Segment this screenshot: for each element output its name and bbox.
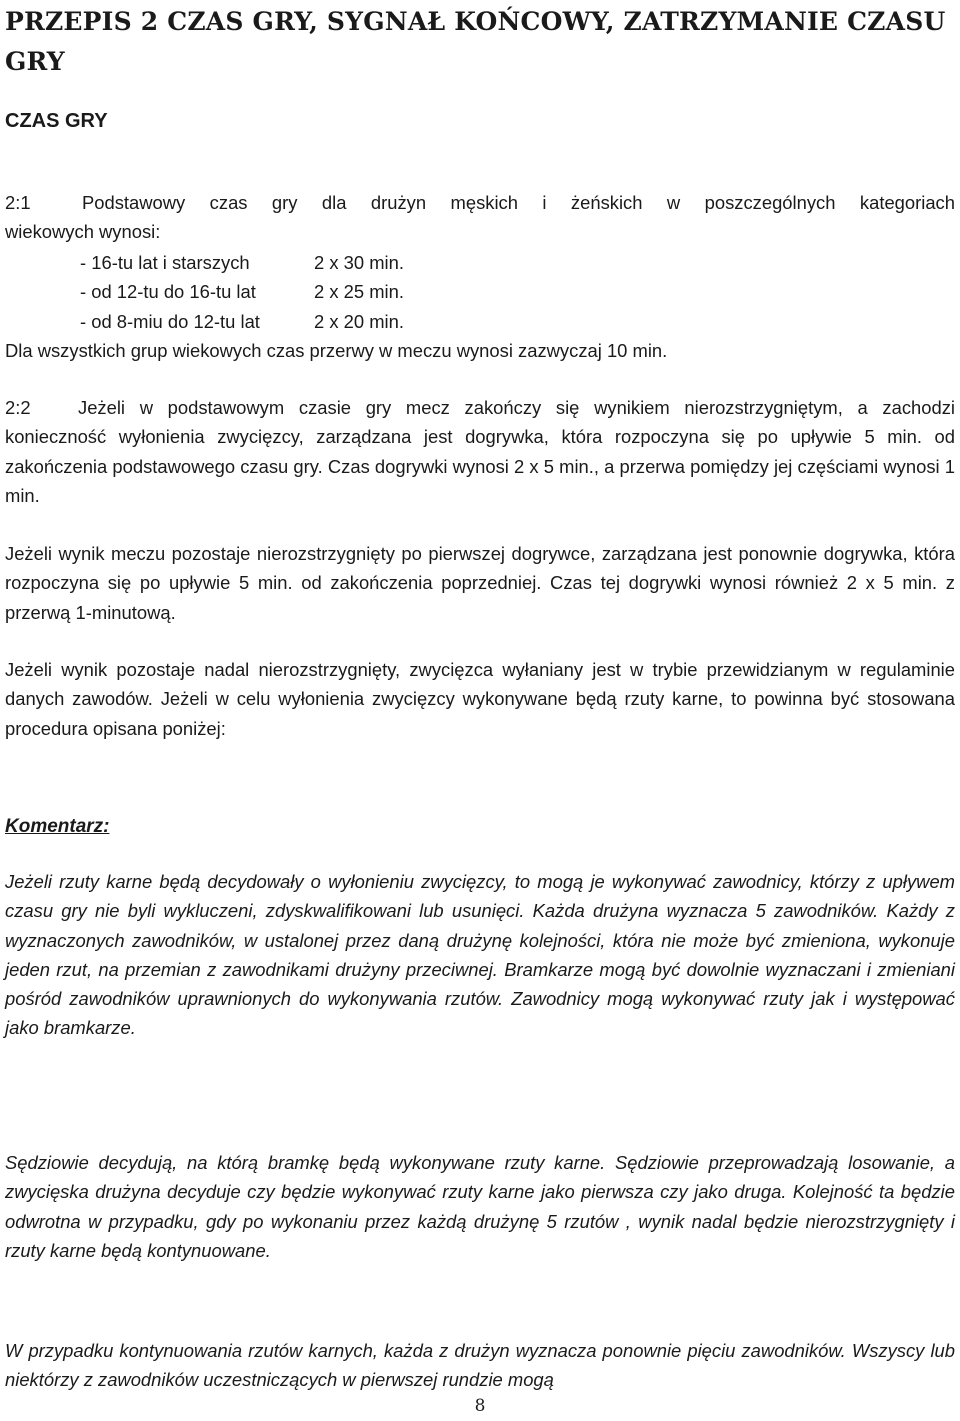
age-group-time: 2 x 20 min.	[314, 310, 404, 332]
paragraph-2-2	[5, 393, 955, 510]
rule-number: 2:1	[5, 192, 31, 213]
paragraph-penalties: Jeżeli wynik pozostaje nadal nierozstrzygnięty, zwycięzca wyłaniany jest w trybie przewidzianym w regulaminie danych zawodów. Jeżeli w celu wyłonienia zwycięzcy wykonywane będą rzuty karne, to powinna być stosowana procedura opisana poniżej:	[5, 659, 955, 739]
komentarz-heading: Komentarz:	[5, 816, 110, 837]
rule-text: Podstawowy czas gry dla drużyn męskich i żeńskich w poszczególnych kategoriach	[82, 192, 955, 213]
rule-text: Jeżeli w podstawowym czasie gry mecz zakończy się wynikiem nierozstrzygniętym, a zachodzi konieczność wyłonienia zwycięzcy, zarządzana jest dogrywka, która rozpoczyna się po upływie 5 min. od zakończenia podstawowego czasu gry. Czas dogrywki wynosi 2 x 5 min., a przerwa pomiędzy jej częściami wynosi 1 min.	[5, 397, 955, 506]
age-group-time: 2 x 30 min.	[314, 252, 404, 273]
komentarz-paragraph-2: Sędziowie decydują, na którą bramkę będą wykonywane rzuty karne. Sędziowie przeprowadzają losowanie, a zwycięska drużyna decyduje czy będzie wykonywać rzuty karne jako pierwsza czy jako druga. Kolejność ta będzie odwrotna w przypadku, gdy po wykonaniu przez każdą drużynę 5 rzutów , wynik nadal będzie nierozstrzygnięty i rzuty karne będą kontynuowane.	[5, 1152, 955, 1261]
rule-number: 2:2	[5, 397, 31, 418]
age-group-label: - od 12-tu do 16-tu lat	[80, 281, 256, 303]
page-title: PRZEPIS 2 CZAS GRY, SYGNAŁ KOŃCOWY, ZATRZYMANIE CZASU GRY	[5, 7, 946, 76]
page-number: 8	[474, 1396, 486, 1416]
list-item	[80, 277, 404, 306]
list-item	[80, 248, 404, 277]
komentarz-paragraph-3: W przypadku kontynuowania rzutów karnych, każda z drużyn wyznacza ponownie pięciu zawodników. Wszyscy lub niektórzy z zawodników uczestniczących w pierwszej rundzie mogą	[5, 1340, 955, 1391]
age-group-time: 2 x 25 min.	[314, 281, 404, 303]
paragraph-2-1-line2: wiekowych wynosi:	[5, 221, 161, 242]
age-group-label: - 16-tu lat i starszych	[80, 252, 250, 273]
section-heading: CZAS GRY	[5, 110, 108, 132]
komentarz-paragraph-1: Jeżeli rzuty karne będą decydowały o wyłonieniu zwycięzcy, to mogą je wykonywać zawodnicy, którzy z upływem czasu gry nie byli wykluczeni, zdyskwalifikowani lub usunięci. Każda drużyna wyznacza 5 zawodników. Każdy z wyznaczonych zawodników, w ustalonej przez daną drużynę kolejności, która nie może być zmieniona, wykonuje jeden rzut, na przemian z zawodnikami drużyny przeciwnej. Bramkarze mogą być dowolnie wyznaczani i zmieniani pośród zawodników uprawnionych do wykonywania rzutów. Zawodnicy mogą wykonywać rzuty jak i występować jako bramkarze.	[5, 871, 955, 1039]
paragraph-2-1-line1	[5, 188, 955, 217]
age-group-label: - od 8-miu do 12-tu lat	[80, 310, 260, 332]
list-item	[80, 307, 404, 336]
break-note: Dla wszystkich grup wiekowych czas przerwy w meczu wynosi zazwyczaj 10 min.	[5, 340, 668, 361]
age-group-list	[80, 248, 404, 336]
paragraph-overtime-second: Jeżeli wynik meczu pozostaje nierozstrzygnięty po pierwszej dogrywce, zarządzana jest ponownie dogrywka, która rozpoczyna się po upływie 5 min. od zakończenia poprzedniej. Czas tej dogrywki wynosi również 2 x 5 min. z przerwą 1-minutową.	[5, 543, 955, 623]
